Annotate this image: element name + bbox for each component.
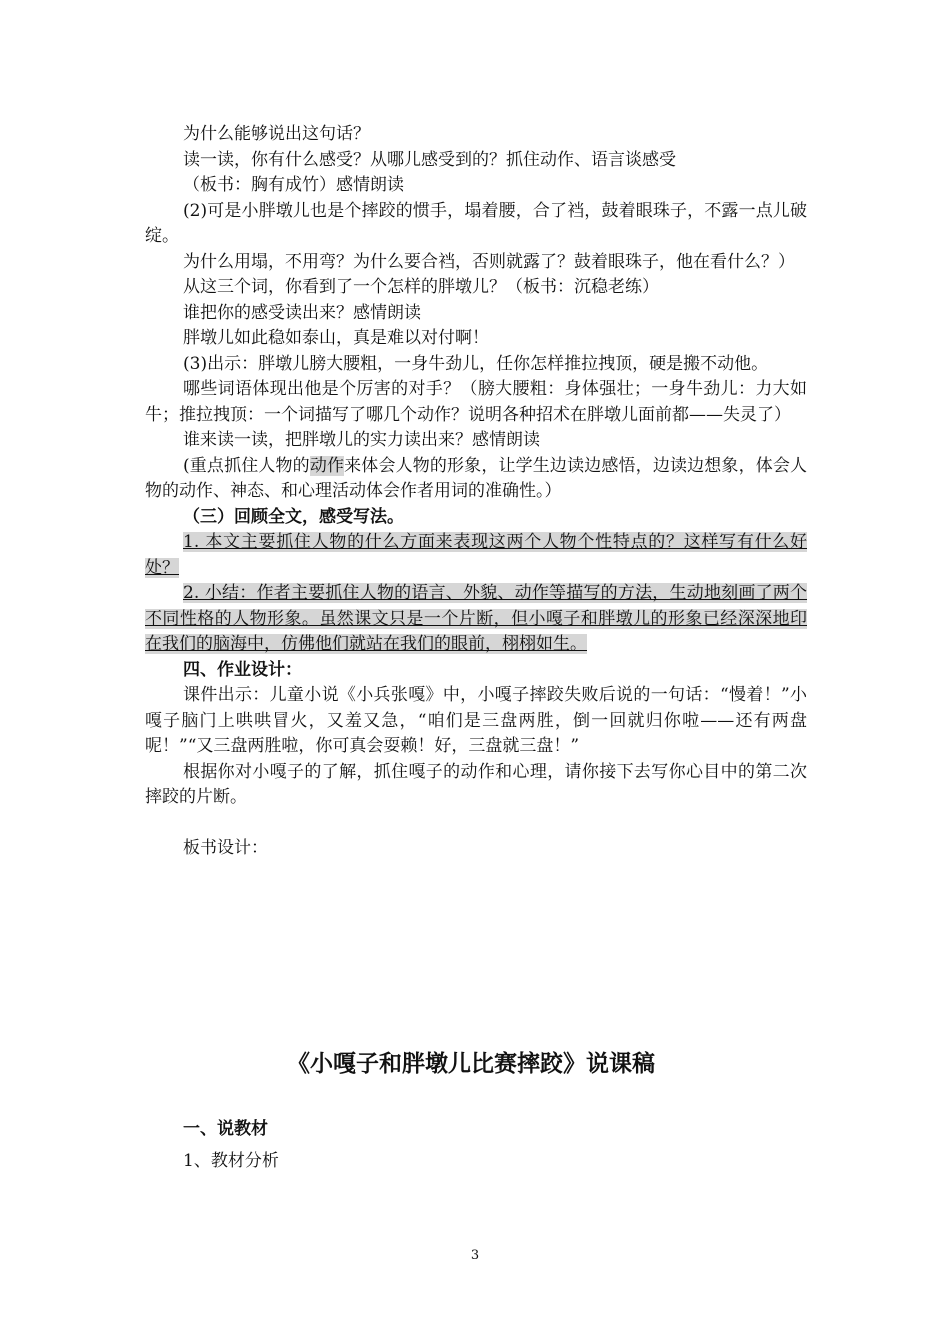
text-run: (重点抓住人物的 [183,455,310,476]
paragraph: 读一读，你有什么感受？从哪儿感受到的？抓住动作、语言谈感受 [183,149,676,170]
paragraph: 谁把你的感受读出来？感情朗读 [183,302,421,323]
page-number: 3 [470,1248,480,1263]
paragraph: （板书：胸有成竹）感情朗读 [183,175,404,195]
paragraph: 哪些词语体现出他是个厉害的对手？（膀大腰粗：身体强壮；一身牛劲儿：力大如牛；推拉拽顶：一个词描写了哪几个动作？说明各种招术在胖墩儿面前都——失灵了） [145,379,807,425]
blank-space [145,1079,807,1117]
paragraph: 从这三个词，你看到了一个怎样的胖墩儿？（板书：沉稳老练） [183,277,659,297]
highlighted-text: 2. 小结：作者主要抓住人物的语言、外貌、动作等描写的方法，生动地刻画了两个不同性格的人物形象。虽然课文只是一个片断，但小嘎子和胖墩儿的形象已经深深地印在我们的脑海中，仿佛他们就站在我们的眼前，栩栩如生。 [145,583,807,654]
paragraph: 胖墩儿如此稳如泰山，真是难以对付啊！ [183,328,489,348]
text-run: 来体会人物的形象，让学生边读边感悟，边读边想象，体会人物的动作、神态、和心理活动体会作者用词的准确性。） [145,455,808,501]
paragraph: 根据你对小嘎子的了解，抓住嘎子的动作和心理，请你接下去写你心目中的第二次摔跤的片断。 [145,761,807,807]
highlighted-text: 1. 本文主要抓住人物的什么方面来表现这两个人物个性特点的？这样写有什么好处？ [145,532,807,578]
paragraph: 为什么用塌，不用弯？为什么要合裆，否则就露了？鼓着眼珠子，他在看什么？） [183,251,795,272]
paragraph: 板书设计： [183,837,268,858]
paragraph: 课件出示：儿童小说《小兵张嘎》中，小嘎子摔跤失败后说的一句话：“慢着！”小嘎子脑门上哄哄冒火，又羞又急，“咱们是三盘两胜，倒一回就归你啦——还有两盘呢！”“又三盘两胜啦，你可真会耍赖！好，三盘就三盘！” [145,685,807,756]
highlighted-paragraph [145,581,807,658]
paragraph: (3)出示：胖墩儿膀大腰粗，一身牛劲儿，任你怎样推拉拽顶，硬是搬不动他。 [183,353,769,374]
document-title: 《小嘎子和胖墩儿比赛摔跤》说课稿 [287,1050,655,1077]
section-heading: 四、作业设计： [183,659,302,680]
paragraph [145,454,807,505]
paragraph: (2)可是小胖墩儿也是个摔跤的惯手，塌着腰，合了裆，鼓着眼珠子，不露一点儿破绽。 [145,200,807,246]
section-heading: 一、说教材 [183,1119,268,1139]
highlighted-paragraph [145,530,807,581]
paragraph: 1、教材分析 [183,1150,279,1171]
paragraph: 为什么能够说出这句话？ [183,124,370,144]
highlighted-word: 动作 [309,455,345,476]
blank-line [145,811,807,836]
blank-space [145,861,807,1049]
paragraph: 谁来读一读，把胖墩儿的实力读出来？感情朗读 [183,430,540,450]
section-heading: （三）回顾全文，感受写法。 [183,506,404,527]
page-body [145,122,807,1174]
